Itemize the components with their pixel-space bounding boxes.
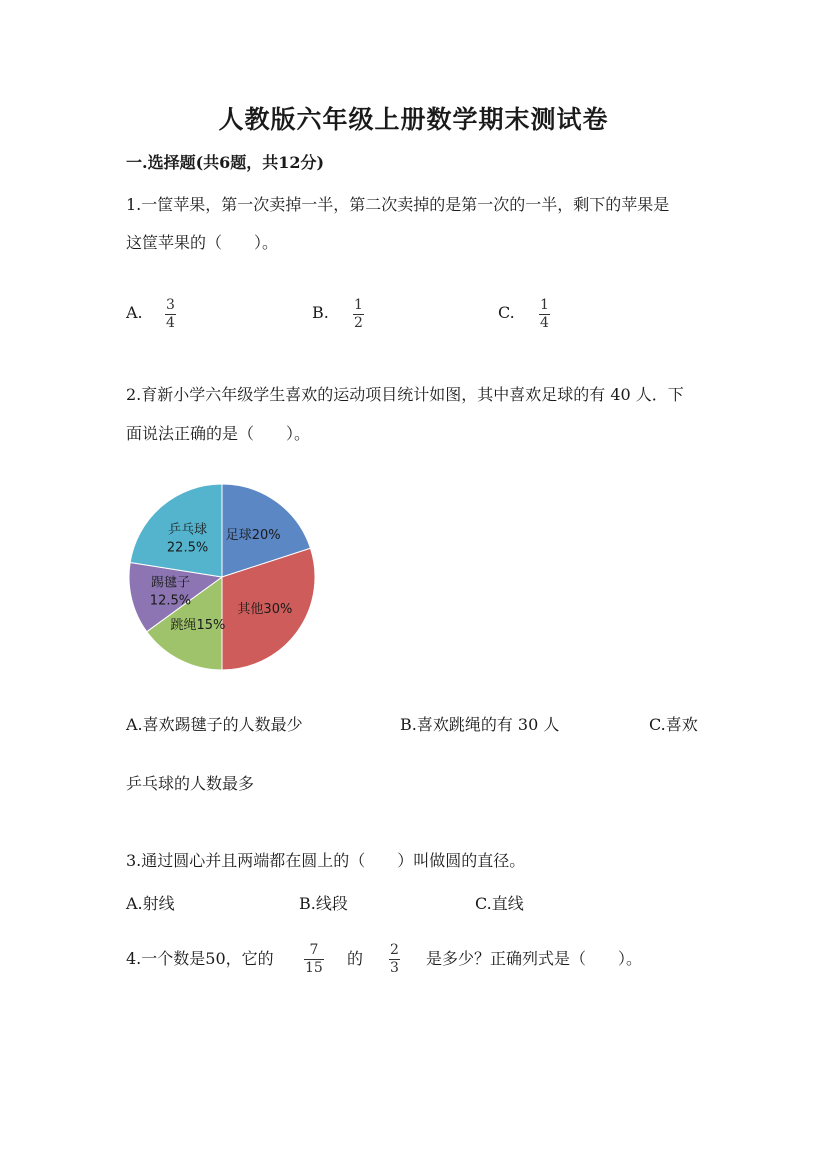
question-2-option-c-part-2: 乒乓球的人数最多: [126, 774, 255, 793]
page-title: 人教版六年级上册数学期末测试卷: [218, 105, 609, 134]
fraction-denominator: 2: [354, 315, 363, 331]
pie-label-0: 足球20%: [225, 528, 281, 544]
pie-label-1: 其他30%: [237, 602, 293, 618]
question-4-mid: 的: [347, 949, 364, 968]
fraction-numerator: 2: [390, 942, 399, 958]
pie-label-3-percent: 12.5%: [149, 593, 192, 609]
question-3-text: 3.通过圆心并且两端都在圆上的（ ）叫做圆的直径。: [126, 851, 526, 870]
pie-label-4-name: 乒乓球: [168, 522, 208, 538]
question-3-option-c: C.直线: [475, 894, 524, 913]
fraction-denominator: 15: [305, 960, 323, 976]
fraction-numerator: 1: [540, 297, 549, 313]
fraction-numerator: 3: [166, 297, 175, 313]
fraction-numerator: 7: [309, 942, 319, 958]
question-1-option-c-fraction: [539, 298, 550, 331]
question-1-option-a-label: A.: [126, 303, 143, 322]
pie-label-4-percent: 22.5%: [166, 540, 209, 556]
question-2-option-b: B.喜欢跳绳的有 30 人: [400, 715, 560, 734]
pie-label-2: 跳绳15%: [170, 618, 226, 634]
pie-label-3-name: 踢毽子: [150, 575, 190, 591]
question-2-option-a: A.喜欢踢毽子的人数最少: [126, 715, 303, 734]
question-1-line-2: 这筐苹果的（ ）。: [126, 233, 279, 252]
question-2-option-c-part-1: C.喜欢: [649, 715, 698, 734]
fraction-denominator: 3: [390, 960, 399, 976]
question-1-option-a-fraction: [165, 298, 176, 331]
question-4-fraction-2: [389, 943, 400, 976]
fraction-numerator: 1: [354, 297, 363, 313]
question-1-line-1: 1.一筐苹果，第一次卖掉一半，第二次卖掉的是第一次的一半，剩下的苹果是: [126, 195, 670, 214]
question-4-part-1: 4.一个数是50，它的: [126, 949, 274, 968]
question-1-option-b-label: B.: [312, 303, 329, 322]
question-1-option-b-fraction: [353, 298, 364, 331]
fraction-denominator: 4: [166, 315, 175, 331]
question-2-line-2: 面说法正确的是（ ）。: [126, 424, 311, 443]
section-heading: 一.选择题(共6题，共12分): [126, 153, 325, 172]
question-3-option-b: B.线段: [299, 894, 348, 913]
sports-pie-chart: [120, 472, 330, 682]
fraction-denominator: 4: [540, 315, 549, 331]
question-4-part-2: 是多少？正确列式是（ ）。: [426, 949, 643, 968]
question-4-fraction-1: [304, 943, 324, 976]
question-3-option-a: A.射线: [126, 894, 175, 913]
question-1-option-c-label: C.: [498, 303, 515, 322]
question-2-line-1: 2.育新小学六年级学生喜欢的运动项目统计如图，其中喜欢足球的有 40 人．下: [126, 385, 684, 404]
